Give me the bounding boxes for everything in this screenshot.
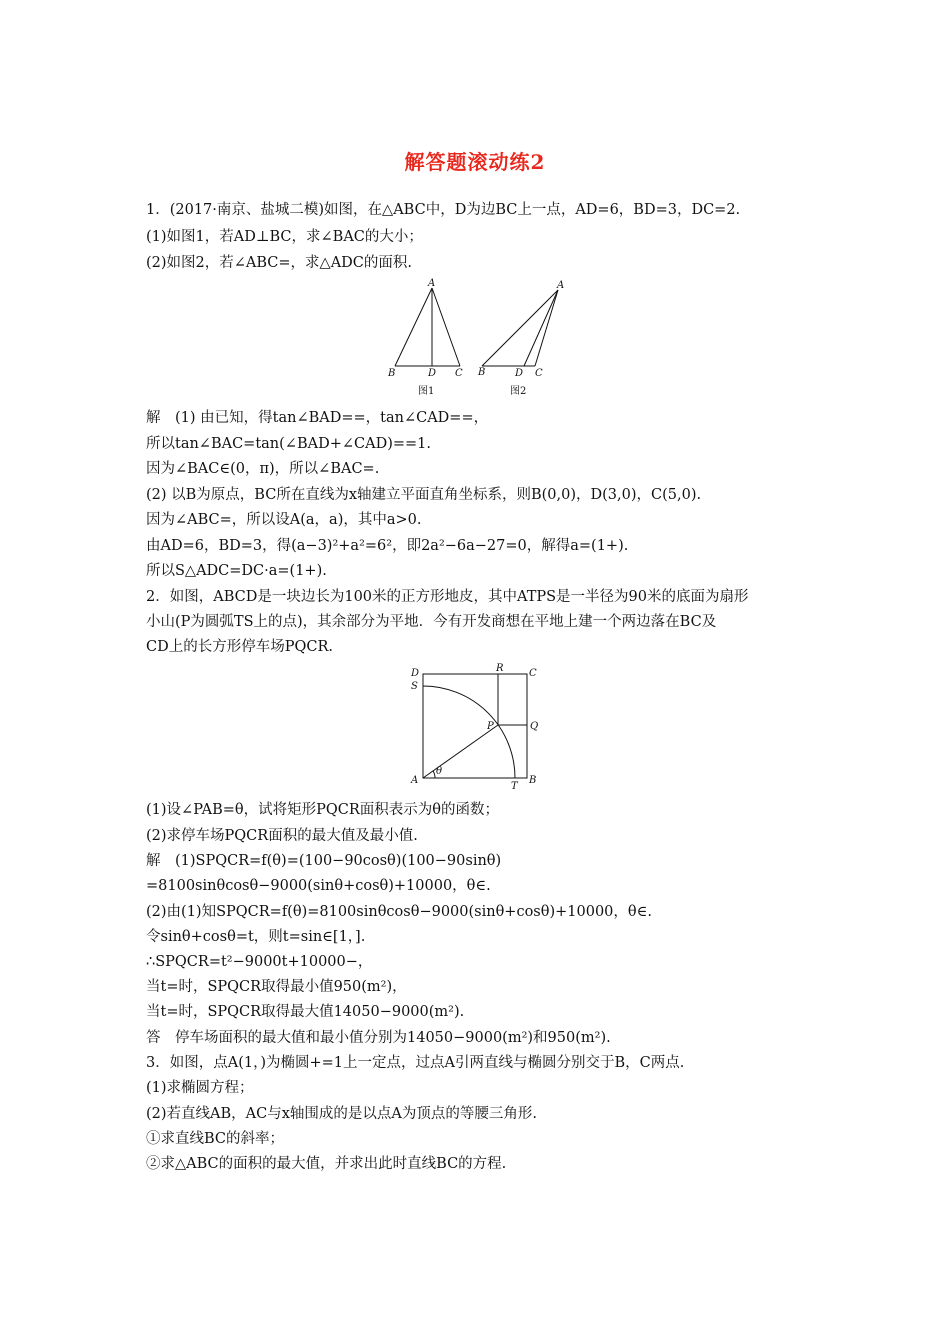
text-line: (1)如图1，若AD⊥BC，求∠BAC的大小； — [146, 229, 423, 245]
fig2-label-d: D — [515, 368, 524, 379]
text-line: 解 (1)SPQCR=f(θ)=(100−90cosθ)(100−90sinθ) — [146, 853, 502, 869]
fig1-label-c: C — [455, 368, 463, 379]
text-line: 2．如图，ABCD是一块边长为100米的正方形地皮，其中ATPS是一半径为90米的底面为扇形 — [146, 589, 749, 605]
text-line: 解 (1) 由已知，得tan∠BAD==，tan∠CAD==， — [146, 410, 489, 426]
text-line: (1)设∠PAB=θ，试将矩形PQCR面积表示为θ的函数； — [146, 802, 500, 818]
fig2-edge-ad — [524, 290, 558, 366]
text-line: 3．如图，点A(1，)为椭圆+=1上一定点，过点A引两直线与椭圆分别交于B，C两点. — [146, 1055, 685, 1071]
text-line: (2)如图2，若∠ABC=，求△ADC的面积. — [146, 255, 413, 271]
text-line: (2)若直线AB，AC与x轴围成的是以点A为顶点的等腰三角形. — [146, 1106, 537, 1122]
fig2-label-b: B — [478, 367, 486, 378]
text-line: ①求直线BC的斜率； — [146, 1131, 285, 1147]
text-line: ②求△ABC的面积的最大值，并求出此时直线BC的方程. — [146, 1156, 507, 1172]
segment-ap — [423, 725, 498, 778]
fig1-edge-ab — [395, 288, 432, 366]
square-abcd — [423, 674, 527, 778]
angle-mark — [433, 771, 435, 778]
fig2-label-c: C — [535, 368, 543, 379]
fig1-edge-ac — [432, 288, 460, 366]
label-r: R — [496, 663, 504, 674]
fig2-label-a: A — [557, 280, 565, 291]
fig2-caption: 图2 — [510, 386, 527, 397]
text-line: 当t=时，SPQCR取得最小值950(m²)， — [146, 979, 407, 995]
page-title: 解答题滚动练2 — [404, 150, 546, 174]
text-line: 1．(2017·南京、盐城二模)如图，在△ABC中，D为边BC上一点，AD=6，BD=3，DC=2. — [146, 202, 741, 218]
text-line: 因为∠ABC=，所以设A(a，a)，其中a>0. — [146, 512, 422, 528]
text-line: 令sinθ+cosθ=t，则t=sin∈[1，]. — [146, 929, 366, 945]
text-line: (2) 以B为原点，BC所在直线为x轴建立平面直角坐标系，则B(0,0)，D(3,0)，C(5,0). — [146, 487, 702, 503]
label-p: P — [487, 721, 494, 732]
text-line: 由AD=6，BD=3，得(a−3)²+a²=6²，即2a²−6a−27=0，解得a=(1+). — [146, 538, 629, 554]
text-line: 因为∠BAC∈(0，π)，所以∠BAC=. — [146, 461, 380, 477]
fig1-caption: 图1 — [418, 386, 435, 397]
fig1-label-d: D — [428, 368, 437, 379]
text-line: ∴SPQCR=t²−9000t+10000−， — [146, 954, 373, 970]
fig1-label-a: A — [428, 278, 436, 289]
text-line: 答 停车场面积的最大值和最小值分别为14050−9000(m²)和950(m²). — [146, 1030, 611, 1046]
arc-ts — [423, 686, 515, 778]
label-s: S — [411, 681, 418, 692]
text-line: CD上的长方形停车场PQCR. — [146, 639, 333, 655]
label-b: B — [529, 775, 537, 786]
label-d: D — [411, 668, 420, 679]
label-t: T — [511, 781, 518, 792]
text-line: (1)求椭圆方程； — [146, 1080, 254, 1096]
text-line: =8100sinθcosθ−9000(sinθ+cosθ)+10000，θ∈. — [146, 878, 491, 894]
label-theta: θ — [436, 766, 443, 777]
fig1-label-b: B — [388, 368, 396, 379]
text-line: 所以tan∠BAC=tan(∠BAD+∠CAD)==1. — [146, 436, 431, 452]
square-sector-figure — [405, 662, 555, 792]
text-line: 小山(P为圆弧TS上的点)，其余部分为平地．今有开发商想在平地上建一个两边落在BC及 — [146, 614, 717, 630]
label-c: C — [529, 668, 537, 679]
triangle-figures — [380, 275, 580, 400]
text-line: (2)由(1)知SPQCR=f(θ)=8100sinθcosθ−9000(sinθ+cosθ)+10000，θ∈. — [146, 904, 652, 920]
label-a: A — [411, 775, 419, 786]
text-line: (2)求停车场PQCR面积的最大值及最小值. — [146, 828, 418, 844]
text-line: 当t=时，SPQCR取得最大值14050−9000(m²). — [146, 1004, 465, 1020]
text-line: 所以S△ADC=DC·a=(1+). — [146, 563, 327, 579]
label-q: Q — [530, 721, 539, 732]
